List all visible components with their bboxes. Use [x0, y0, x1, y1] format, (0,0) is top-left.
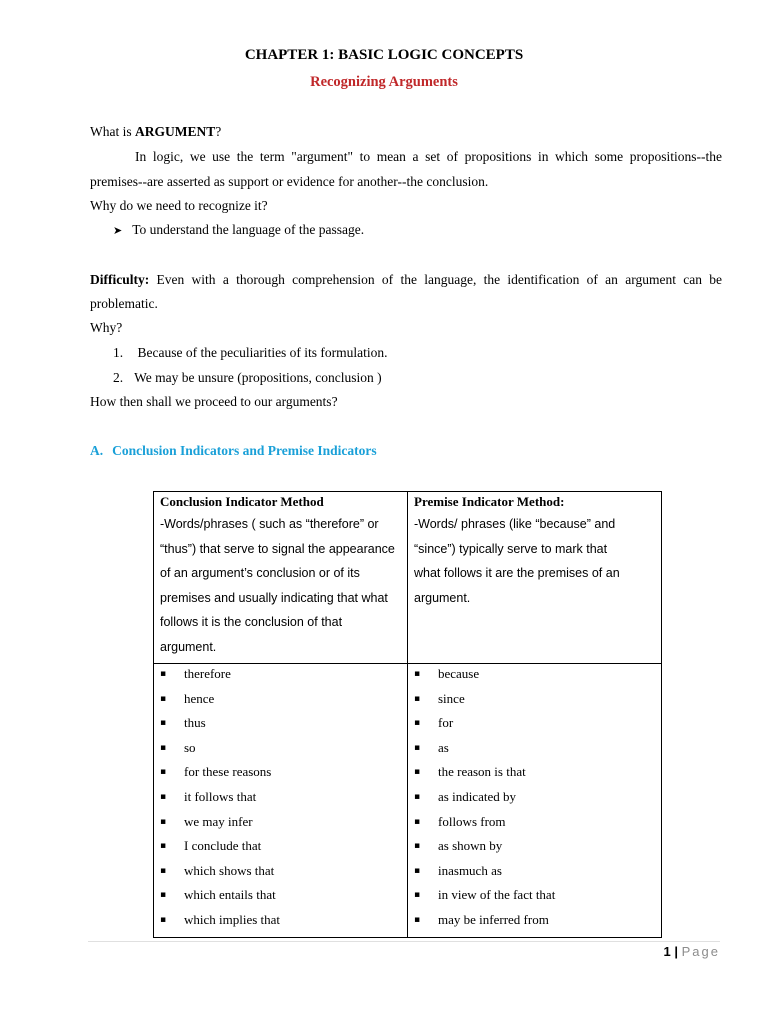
section-title: Conclusion Indicators and Premise Indicators [112, 443, 377, 458]
list-item: ▪ I conclude that [160, 838, 401, 863]
chapter-title: CHAPTER 1: BASIC LOGIC CONCEPTS [244, 47, 524, 63]
what-is-suffix: ? [215, 124, 222, 139]
section-a-heading [90, 443, 377, 459]
closing-question: How then shall we proceed to our arguments? [90, 394, 338, 409]
indicator-table [153, 491, 662, 938]
what-is-question [90, 124, 221, 140]
premise-indicators-cell [408, 664, 662, 938]
conclusion-indicator-list [160, 666, 401, 937]
conclusion-desc-line: premises and usually indicating that what [160, 590, 388, 605]
conclusion-indicators-cell [154, 664, 408, 938]
conclusion-desc-line: -Words/phrases ( such as “therefore” or [160, 517, 379, 531]
premise-indicator-list [414, 666, 655, 937]
list-item: ▪ thus [160, 715, 401, 740]
reason-item [113, 370, 382, 386]
list-item: ▪ since [414, 691, 655, 716]
list-item: ▪ which entails that [160, 887, 401, 912]
list-item: ▪ which implies that [160, 912, 401, 937]
list-item: ▪ which shows that [160, 863, 401, 888]
premise-description [414, 512, 655, 610]
section-subtitle: Recognizing Arguments [310, 74, 458, 90]
list-item: ▪ as [414, 740, 655, 765]
argument-term: ARGUMENT [135, 124, 216, 139]
premise-desc-line: “since”) typically serve to mark that [414, 541, 608, 556]
conclusion-desc-line: “thus”) that serve to signal the appearance [160, 541, 395, 556]
difficulty-line-2: problematic. [90, 296, 158, 311]
page-separator: | [670, 944, 682, 959]
list-item: ▪ may be inferred from [414, 912, 655, 937]
list-item: ▪ follows from [414, 814, 655, 839]
conclusion-desc-line: of an argument’s conclusion or of its [160, 566, 360, 580]
difficulty-line-1 [90, 272, 722, 288]
list-item: ▪ for these reasons [160, 764, 401, 789]
premise-desc-line: what follows it are the premises of an [414, 566, 620, 580]
list-item: ▪ inasmuch as [414, 863, 655, 888]
page-footer [664, 944, 720, 959]
conclusion-method-cell [154, 492, 408, 664]
list-item: ▪ it follows that [160, 789, 401, 814]
list-item: ▪ we may infer [160, 814, 401, 839]
what-is-prefix: What is [90, 124, 135, 139]
why-recognize-question: Why do we need to recognize it? [90, 198, 268, 213]
list-item: ▪ so [160, 740, 401, 765]
list-item: ▪ as indicated by [414, 789, 655, 814]
reason-item [113, 345, 388, 361]
page-number: 1 [663, 944, 671, 959]
premise-header: Premise Indicator Method: [414, 494, 565, 509]
section-letter: A. [90, 443, 104, 458]
why-label: Why? [90, 320, 123, 335]
table-indicator-row [154, 664, 662, 938]
difficulty-label: Difficulty: [90, 272, 150, 287]
why-recognize-answer [113, 222, 364, 238]
reason-number: 2. [113, 370, 124, 385]
list-item: ▪ because [414, 666, 655, 691]
definition-line-1: In logic, we use the term "argument" to mean a set of propositions in which some propositions--the [135, 149, 722, 164]
premise-method-cell [408, 492, 662, 664]
reason-text: We may be unsure (propositions, conclusion ) [134, 370, 382, 385]
list-item: ▪ as shown by [414, 838, 655, 863]
list-item: ▪ the reason is that [414, 764, 655, 789]
footer-divider [88, 941, 720, 942]
difficulty-text: Even with a thorough comprehension of the language, the identification of an argument can be [149, 272, 722, 287]
page-label: Page [681, 944, 720, 959]
premise-desc-line: -Words/ phrases (like “because” and [414, 517, 616, 531]
definition-line-2: premises--are asserted as support or evidence for another--the conclusion. [90, 174, 489, 189]
list-item: ▪ in view of the fact that [414, 887, 655, 912]
why-answer-text: To understand the language of the passage. [132, 222, 365, 237]
arrow-bullet-icon: ➤ [113, 224, 123, 237]
reason-number: 1. [113, 345, 124, 360]
list-item: ▪ for [414, 715, 655, 740]
conclusion-desc-line: argument. [160, 639, 217, 654]
reason-text: Because of the peculiarities of its formulation. [134, 345, 388, 360]
conclusion-description [160, 512, 401, 659]
list-item: ▪ hence [160, 691, 401, 716]
premise-desc-line: argument. [414, 590, 471, 605]
conclusion-header: Conclusion Indicator Method [160, 494, 324, 509]
conclusion-desc-line: follows it is the conclusion of that [160, 615, 343, 629]
table-header-row [154, 492, 662, 664]
list-item: ▪ therefore [160, 666, 401, 691]
